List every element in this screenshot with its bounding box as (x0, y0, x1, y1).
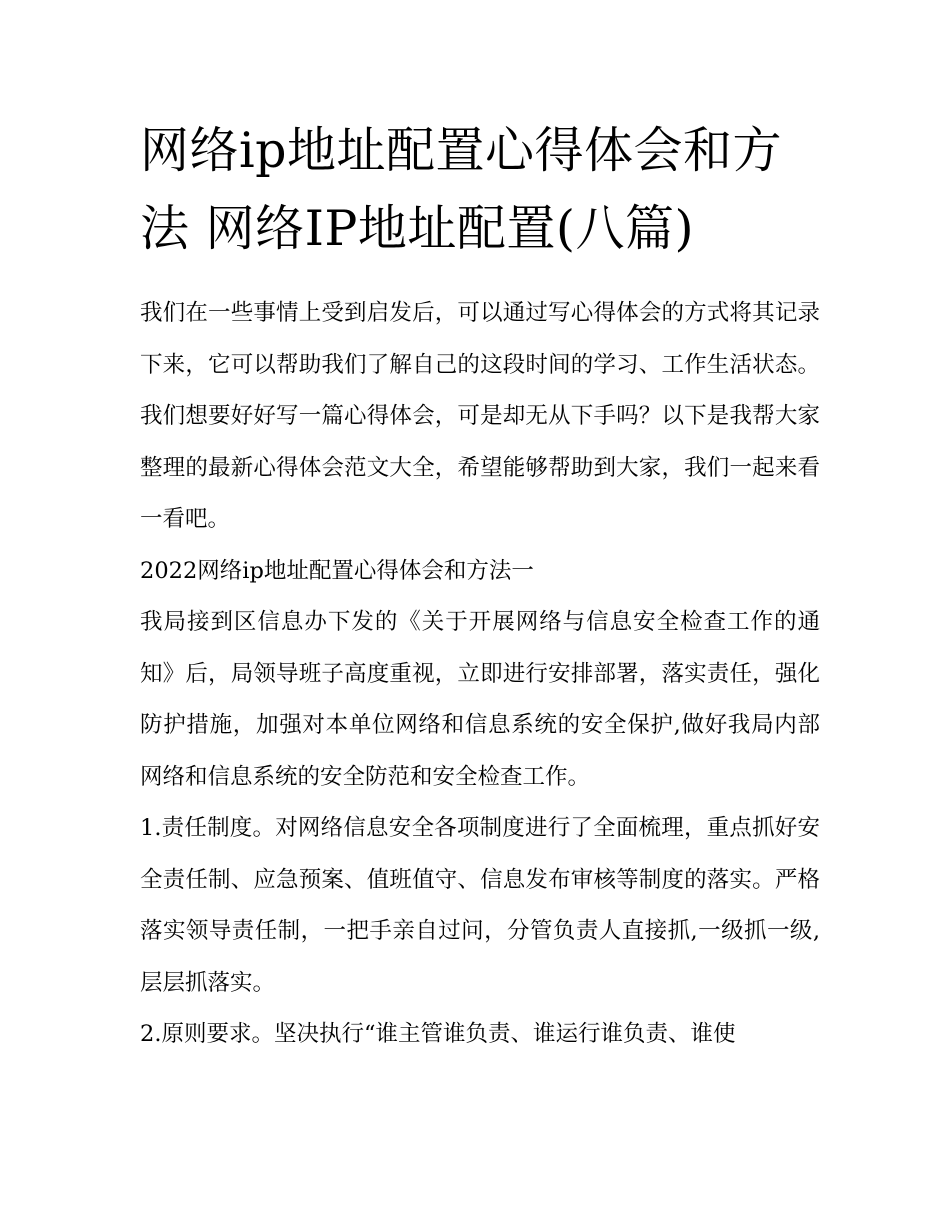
body-paragraph: 我局接到区信息办下发的《关于开展网络与信息安全检查工作的通知》后，局领导班子高度重视，立即进行安排部署，落实责任，强化防护措施，加强对本单位网络和信息系统的安全保护,做好我局内部网络和信息系统的安全防范和安全检查工作。 (140, 609, 820, 790)
list-item-1: 1.责任制度。对网络信息安全各项制度进行了全面梳理，重点抓好安全责任制、应急预案、值班值守、信息发布审核等制度的落实。严格落实领导责任制，一把手亲自过问，分管负责人直接抓,一级抓一级,层层抓落实。 (140, 815, 820, 996)
document-title: 网络ip地址配置心得体会和方法 网络IP地址配置(八篇) (140, 122, 783, 257)
document-page (140, 112, 820, 1061)
document-body (140, 288, 820, 1061)
section-heading: 2022网络ip地址配置心得体会和方法一 (140, 557, 534, 584)
list-item-2: 2.原则要求。坚决执行“谁主管谁负责、谁运行谁负责、谁使 (140, 1021, 736, 1047)
intro-paragraph: 我们在一些事情上受到启发后，可以通过写心得体会的方式将其记录下来，它可以帮助我们了解自己的这段时间的学习、工作生活状态。我们想要好好写一篇心得体会，可是却无从下手吗？以下是我帮大家整理的最新心得体会范文大全，希望能够帮助到大家，我们一起来看一看吧。 (140, 300, 820, 532)
